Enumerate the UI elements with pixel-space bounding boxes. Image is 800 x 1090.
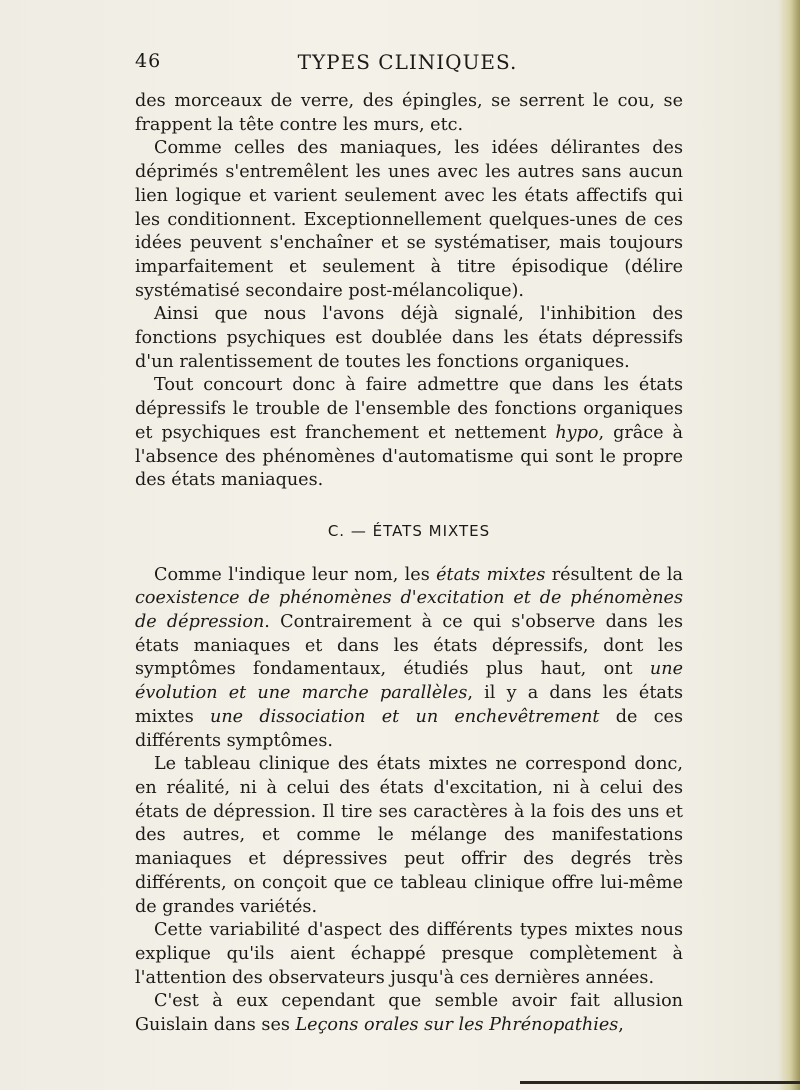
- italic-hypo: hypo: [555, 422, 599, 443]
- text: résultent de la: [545, 564, 683, 585]
- text: , il y a dans les états mixtes: [135, 683, 683, 727]
- paragraph-idees-delirantes: Comme celles des maniaques, les idées délirantes des déprimés s'entremêlent les unes avec les autres sans aucun lien logique et varient seulement avec les états affectifs qui les conditionnent. Exceptionnellement quelques-unes de ces idées peuvent s'enchaîner et se systématiser, mais toujours imparfaitement et seulement à titre épisodique (délire systématisé secondaire post-mélancolique).: [135, 138, 683, 301]
- body-text: [135, 90, 683, 1038]
- text: , grâce à l'absence des phénomènes d'automatisme qui sont le propre des états maniaques.: [135, 422, 684, 491]
- italic-evolution: une évolution et une marche parallèles: [135, 659, 683, 704]
- italic-book-title: Leçons orales sur les Phrénopathies: [295, 1015, 619, 1036]
- paragraph-tout-concourt: [135, 374, 683, 493]
- paragraph-continuation: des morceaux de verre, des épingles, se serrent le cou, se frappent la tête contre les murs, etc.: [135, 91, 683, 135]
- paragraph-etats-mixtes: [135, 564, 683, 754]
- italic-coexistence: coexistence de phénomènes d'excitation et de phénomènes de dépression: [135, 588, 683, 633]
- page-header: [135, 50, 680, 80]
- page-edge-shadow: [778, 0, 800, 1090]
- bottom-rule: [520, 1081, 800, 1084]
- paragraph-variabilite: Cette variabilité d'aspect des différents types mixtes nous explique qu'ils aient échappé presque complètement à l'attention des observateurs jusqu'à ces dernières années.: [135, 920, 683, 988]
- paragraph-tableau-clinique: Le tableau clinique des états mixtes ne correspond donc, en réalité, ni à celui des états d'excitation, ni à celui des états de dépression. Il tire ses caractères à la fois des uns et des autres, et comme le mélange des manifestations maniaques et dépressives peut offrir des degrés très différents, on conçoit que ce tableau clinique offre lui-même de grandes variétés.: [135, 754, 683, 917]
- italic-etats-mixtes: états mixtes: [436, 564, 546, 585]
- text: C'est à eux cependant que semble avoir fait allusion Guislain dans ses: [135, 991, 683, 1036]
- text: Comme l'indique leur nom, les: [154, 564, 437, 585]
- paragraph-inhibition: Ainsi que nous l'avons déjà signalé, l'inhibition des fonctions psychiques est doublée dans les états dépressifs d'un ralentissement de toutes les fonctions organiques.: [135, 304, 683, 372]
- section-heading: C. — ÉTATS MIXTES: [327, 521, 491, 540]
- text: Tout concourt donc à faire admettre que dans les états dépressifs le trouble de l'ensemble des fonctions organiques et psychiques est franchement et nettement: [135, 375, 683, 443]
- page-number: 46: [135, 50, 162, 72]
- text: . Contrairement à ce qui s'observe dans les états maniaques et dans les états dépressifs, dont les symptômes fondamentaux, étudiés plus haut, ont: [135, 612, 683, 680]
- text: de ces différents symptômes.: [135, 706, 683, 751]
- italic-dissociation: une dissociation et un enchevêtrement: [210, 706, 600, 727]
- text: ,: [618, 1015, 624, 1036]
- paragraph-guislain: [135, 990, 683, 1037]
- running-title: TYPES CLINIQUES.: [297, 50, 518, 74]
